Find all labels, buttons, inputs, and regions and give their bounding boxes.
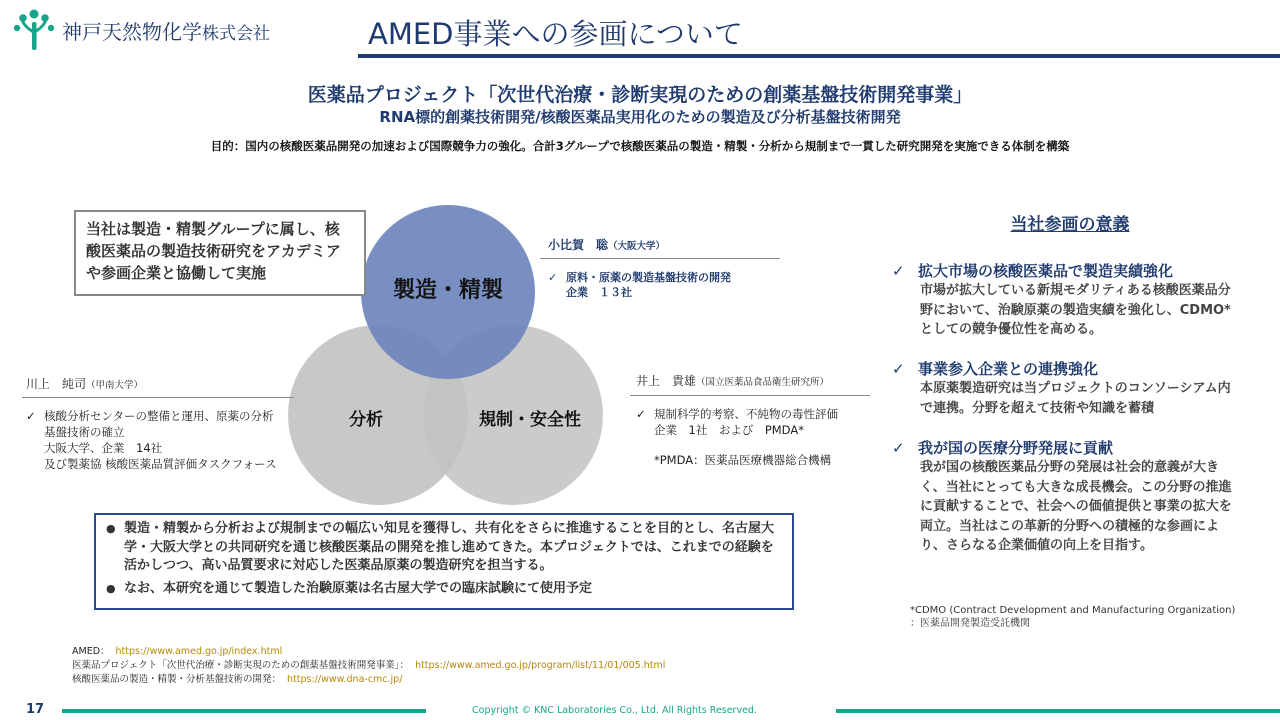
slide-title: AMED事業への参画について <box>368 17 743 51</box>
heading-text: 事業参入企業との連携強化 <box>918 360 1099 378</box>
check-icon: ✓ <box>548 271 558 284</box>
project-title: 医薬品プロジェクト「次世代治療・診断実現のための創薬基盤技術開発事業」 <box>307 84 973 106</box>
significance-point <box>892 260 1242 340</box>
group-item-text: 及び製薬協 核酸医薬品質評価タスクフォース <box>44 457 277 471</box>
reference-link[interactable]: https://www.dna-cmc.jp/ <box>287 674 403 685</box>
significance-body: 市場が拡大している新規モダリティある核酸医薬品分野において、治験原薬の製造実績を強化し、CDMO*としての競争優位性を高める。 <box>920 283 1231 337</box>
heading-text: 我が国の医療分野発展に貢献 <box>918 439 1114 457</box>
group-item-text: 規制科学的考察、不純物の毒性評価 <box>654 407 838 421</box>
venn-label-analysis: 分析 <box>349 410 383 430</box>
significance-heading <box>892 260 1242 281</box>
group-item <box>26 456 306 472</box>
group-item <box>636 422 876 438</box>
leader-affiliation: （国立医薬品食品衛生研究所） <box>696 377 830 388</box>
summary-box <box>94 513 794 610</box>
group-item-text: 基盤技術の確立 <box>44 425 125 439</box>
company-name <box>62 16 270 45</box>
reference-link[interactable]: https://www.amed.go.jp/program/list/11/01/005.html <box>415 660 666 671</box>
references <box>72 645 665 687</box>
group-divider <box>22 397 294 398</box>
company-name-suffix: 株式会社 <box>202 23 270 44</box>
group-items-regulation <box>636 406 876 468</box>
significance-heading <box>892 437 1242 458</box>
check-icon: ✓ <box>26 409 36 423</box>
check-icon: ✓ <box>892 262 905 280</box>
significance-point <box>892 358 1242 418</box>
group-items-manufacturing <box>548 270 788 300</box>
summary-bullet: ● 製造・精製から分析および規制までの幅広い知見を獲得し、共有化をさらに推進することを目的とし、名古屋大学・大阪大学との共同研究を通じ核酸医薬品の開発を推し進めてきた。本プロジェクトでは、これまでの経験を活かしつつ、高い品質要求に対応した医薬品原薬の製造研究を担当する。 <box>106 520 782 576</box>
group-item-text: 大阪大学、企業 14社 <box>44 441 163 455</box>
group-item-text: 核酸分析センターの整備と運用、原薬の分析 <box>44 409 274 423</box>
footer-bar-left <box>62 709 426 713</box>
reference-row <box>72 645 665 659</box>
reference-row <box>72 673 665 687</box>
venn-label-regulation: 規制・安全性 <box>479 410 581 430</box>
reference-label: 核酸医薬品の製造・精製・分析基盤技術の開発： <box>72 674 282 685</box>
project-purpose: 目的：国内の核酸医薬品開発の加速および国際競争力の強化。合計3グループで核酸医薬品の製造・精製・分析から規制まで一貫した研究開発を実施できる体制を構築 <box>210 139 1070 153</box>
significance-body: 我が国の核酸医薬品分野の発展は社会的意義が大きく、当社にとっても大きな成長機会。この分野の推進に貢献することで、社会への価値提供と事業の拡大を両立。当社はこの革新的分野への積極的な参画により、さらなる企業価値の向上を目指す。 <box>920 460 1232 553</box>
group-item <box>26 440 306 456</box>
significance-body: 本原薬製造研究は当プロジェクトのコンソーシアム内で連携。分野を超えて技術や知識を蓄積 <box>920 381 1231 416</box>
group-item-text: 企業 １３社 <box>566 286 632 299</box>
group-item <box>636 406 876 422</box>
group-item <box>548 270 788 285</box>
summary-bullet: ● なお、本研究を通じて製造した治験原薬は名古屋大学での臨床試験にて使用予定 <box>106 580 782 599</box>
company-role-callout: 当社は製造・精製グループに属し、核酸医薬品の製造技術研究をアカデミアや参画企業と協働して実施 <box>74 210 366 296</box>
footer-bar-right <box>836 709 1280 713</box>
significance-point <box>892 437 1242 556</box>
reference-label: AMED： <box>72 646 110 657</box>
group-items-analysis <box>26 408 306 472</box>
group-item <box>26 408 306 424</box>
group-divider <box>630 395 870 396</box>
reference-label: 医薬品プロジェクト「次世代治療・診断実現のための創薬基盤技術開発事業」： <box>72 660 410 671</box>
footnote-line: ：医薬品開発製造受託機関 <box>910 618 1030 629</box>
check-icon: ✓ <box>892 439 905 457</box>
project-subtitle: RNA標的創薬技術開発/核酸医薬品実用化のための製造及び分析基盤技術開発 <box>379 108 901 126</box>
reference-row <box>72 659 665 673</box>
company-name-main: 神戸天然物化学 <box>62 19 202 44</box>
check-icon: ✓ <box>892 360 905 378</box>
leader-affiliation: （甲南大学） <box>86 380 144 391</box>
group-leader-regulation <box>636 372 829 389</box>
cdmo-footnote <box>910 604 1235 630</box>
reference-link[interactable]: https://www.amed.go.jp/index.html <box>115 646 283 657</box>
heading-text: 拡大市場の核酸医薬品で製造実績強化 <box>918 262 1174 280</box>
logo-icon <box>12 8 56 52</box>
page-number: 17 <box>26 702 45 717</box>
venn-label-manufacturing: 製造・精製 <box>392 278 504 303</box>
group-item <box>26 424 306 440</box>
significance-heading <box>892 358 1242 379</box>
group-note <box>636 452 876 468</box>
group-item-text: 原料・原薬の製造基盤技術の開発 <box>566 271 731 284</box>
leader-name: 井上 貴雄 <box>636 374 697 388</box>
leader-affiliation: （大阪大学） <box>608 241 666 252</box>
group-item-text: 企業 1社 および PMDA* <box>654 423 804 437</box>
check-icon: ✓ <box>636 407 646 421</box>
company-logo <box>12 8 270 52</box>
group-item <box>548 285 788 300</box>
leader-name: 川上 純司 <box>26 377 87 391</box>
title-rule <box>358 54 1280 58</box>
copyright: Copyright © KNC Laboratories Co., Ltd. All Rights Reserved. <box>472 705 757 716</box>
group-leader-analysis <box>26 375 143 392</box>
footnote-line: *CDMO (Contract Development and Manufacturing Organization) <box>910 605 1236 616</box>
pmda-note: *PMDA：医薬品医療機器総合機構 <box>654 453 832 467</box>
leader-name: 小比賀 聡 <box>548 238 609 252</box>
group-divider <box>540 258 780 259</box>
significance-title: 当社参画の意義 <box>1010 215 1130 235</box>
group-leader-manufacturing <box>548 236 665 253</box>
